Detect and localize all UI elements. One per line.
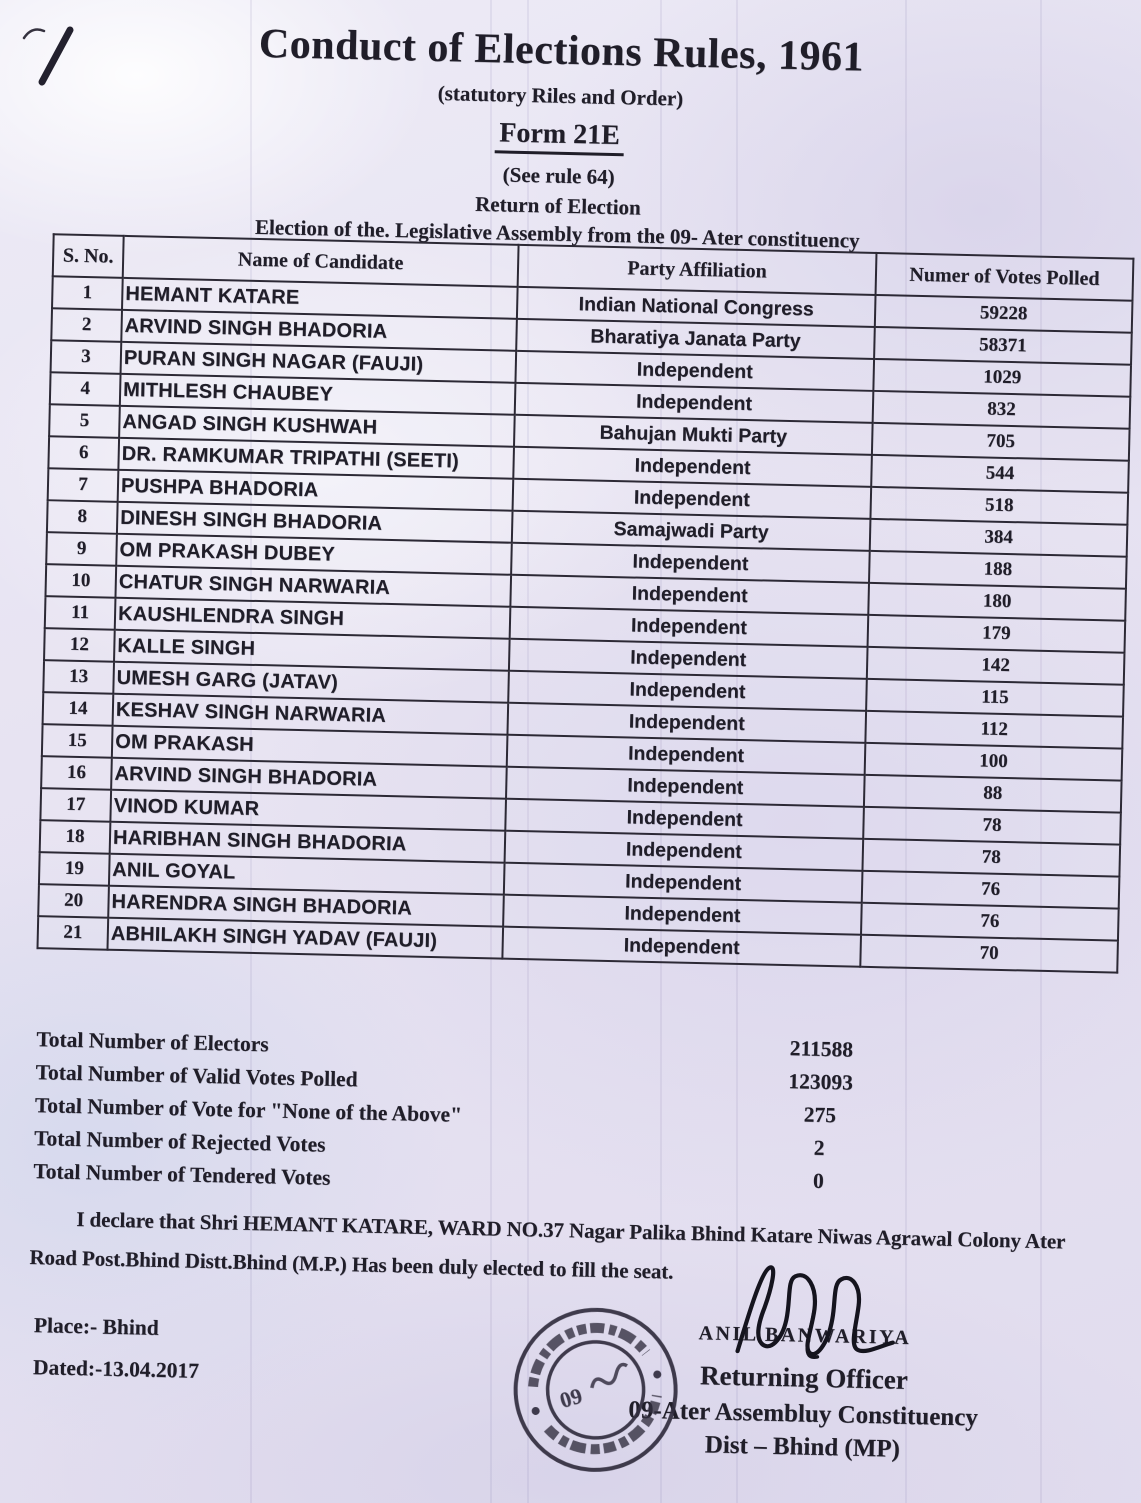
cell-serial-number: 14 [43,692,114,726]
cell-candidate-name: HARENDRA SINGH BHADORIA [108,886,504,927]
cell-votes-polled: 78 [863,807,1121,845]
cell-votes-polled: 188 [869,551,1127,589]
cell-votes-polled: 518 [870,487,1128,525]
cell-serial-number: 5 [49,404,120,438]
cell-party-affiliation: Bahujan Mukti Party [514,415,873,455]
totals-value: 123093 [788,1069,854,1095]
stamp-top-text-marks [521,1314,646,1387]
totals-value: 275 [803,1102,837,1128]
cell-candidate-name: CHATUR SINGH NARWARIA [115,566,511,607]
cell-candidate-name: KALLE SINGH [114,630,510,671]
cell-serial-number: 7 [48,468,119,502]
cell-candidate-name: ARVIND SINGH BHADORIA [121,310,517,351]
cell-votes-polled: 70 [860,935,1118,973]
cell-votes-polled: 59228 [875,295,1133,333]
cell-party-affiliation: Independent [511,543,870,583]
form-title: Form 21E [495,117,624,156]
cell-party-affiliation: Independent [508,671,867,711]
cell-party-affiliation: Samajwadi Party [512,511,871,551]
totals-value: 0 [812,1168,825,1193]
cell-serial-number: 10 [45,564,116,598]
cell-serial-number: 20 [38,884,109,918]
cell-serial-number: 17 [40,788,111,822]
cell-candidate-name: KAUSHLENDRA SINGH [115,598,511,639]
cell-serial-number: 8 [47,500,118,534]
cell-serial-number: 19 [39,852,110,886]
cell-votes-polled: 58371 [874,327,1132,365]
header-serial-number: S. No. [53,234,124,278]
signatory-name: ANIL BANWARIYA [698,1322,912,1350]
signature-mark [729,1255,907,1374]
cell-votes-polled: 179 [868,615,1126,653]
cell-party-affiliation: Independent [515,351,874,391]
cell-candidate-name: ABHILAKH SINGH YADAV (FAUJI) [107,918,503,959]
cell-votes-polled: 112 [865,711,1123,749]
cell-candidate-name: DINESH SINGH BHADORIA [117,502,513,543]
cell-votes-polled: 705 [872,423,1130,461]
cell-serial-number: 2 [51,308,122,342]
cell-serial-number: 12 [44,628,115,662]
cell-serial-number: 21 [37,916,108,950]
cell-party-affiliation: Independent [515,383,874,423]
cell-candidate-name: HEMANT KATARE [122,278,518,319]
cell-party-affiliation: Independent [505,831,864,871]
header-party-affiliation: Party Affiliation [518,245,877,295]
cell-votes-polled: 180 [868,583,1126,621]
cell-party-affiliation: Independent [504,863,863,903]
totals-label: Total Number of Valid Votes Polled [35,1060,358,1092]
page-title: Conduct of Elections Rules, 1961 [258,20,865,81]
totals-label: Total Number of Tendered Votes [33,1159,331,1190]
cell-votes-polled: 100 [865,743,1123,781]
cell-candidate-name: HARIBHAN SINGH BHADORIA [110,822,506,863]
cell-serial-number: 18 [40,820,111,854]
cell-votes-polled: 832 [873,391,1131,429]
signatory-district: Dist – Bhind (MP) [704,1431,901,1463]
results-table [36,233,1134,973]
cell-serial-number: 16 [41,756,112,790]
cell-votes-polled: 544 [871,455,1129,493]
cell-serial-number: 1 [52,276,123,310]
cell-serial-number: 6 [48,436,119,470]
cell-candidate-name: KESHAV SINGH NARWARIA [113,694,509,735]
cell-candidate-name: MITHLESH CHAUBEY [120,374,516,415]
cell-party-affiliation: Independent [513,447,872,487]
cell-candidate-name: ARVIND SINGH BHADORIA [111,758,507,799]
cell-votes-polled: 115 [866,679,1124,717]
cell-serial-number: 11 [45,596,116,630]
cell-serial-number: 3 [51,340,122,374]
pen-slash-mark [20,20,90,100]
cell-serial-number: 4 [50,372,121,406]
cell-party-affiliation: Independent [506,767,865,807]
cell-candidate-name: UMESH GARG (JATAV) [113,662,509,703]
signatory-title: Returning Officer [699,1360,909,1395]
return-of-election-label: Return of Election [474,191,642,220]
cell-candidate-name: ANGAD SINGH KUSHWAH [119,406,515,447]
header-candidate-name: Name of Candidate [123,236,519,287]
cell-votes-polled: 88 [864,775,1122,813]
totals-label: Total Number of Rejected Votes [33,1126,326,1157]
declaration-text: I declare that Shri HEMANT KATARE, WARD NO.37 Nagar Palika Bhind Katare Niwas Agrawal Colony Ater Road Post.Bhind Distt.Bhind (M.P.) Has been duly elected to fill the seat. [29,1207,1066,1284]
cell-party-affiliation: Independent [513,479,872,519]
cell-candidate-name: VINOD KUMAR [110,790,506,831]
stamp-left-dot [531,1406,541,1416]
cell-party-affiliation: Independent [510,575,869,615]
cell-party-affiliation: Independent [502,927,861,967]
totals-section [33,1027,1036,1215]
cell-party-affiliation: Independent [509,639,868,679]
results-table-body [37,276,1132,972]
cell-party-affiliation: Independent [505,799,864,839]
cell-serial-number: 15 [42,724,113,758]
cell-party-affiliation: Independent [510,607,869,647]
cell-votes-polled: 76 [862,871,1120,909]
signatory-constituency: 09-Ater Assembluy Constituency [628,1396,979,1432]
cell-party-affiliation: Independent [503,895,862,935]
cell-candidate-name: ANIL GOYAL [109,854,505,895]
official-stamp [498,1293,692,1487]
cell-votes-polled: 78 [862,839,1120,877]
totals-value: 211588 [789,1036,854,1062]
totals-label: Total Number of Vote for "None of the Above" [34,1093,463,1127]
cell-candidate-name: PURAN SINGH NAGAR (FAUJI) [121,342,517,383]
place-line: Place:- Bhind [33,1313,160,1340]
stamp-center-text-marks [588,1363,630,1388]
cell-candidate-name: OM PRAKASH DUBEY [116,534,512,575]
stamp-right-dot [652,1370,662,1380]
stamp-number: 09 [556,1382,585,1413]
cell-candidate-name: DR. RAMKUMAR TRIPATHI (SEETI) [118,438,514,479]
cell-party-affiliation: Indian National Congress [517,287,876,327]
cell-votes-polled: 384 [870,519,1128,557]
dated-line: Dated:-13.04.2017 [32,1355,200,1383]
cell-party-affiliation: Independent [507,735,866,775]
cell-serial-number: 9 [46,532,117,566]
cell-votes-polled: 1029 [873,359,1131,397]
document-header [0,14,1124,259]
cell-candidate-name: OM PRAKASH [112,726,508,767]
cell-serial-number: 13 [43,660,114,694]
totals-label: Total Number of Electors [36,1027,269,1057]
header-votes-polled: Numer of Votes Polled [876,253,1134,301]
cell-party-affiliation: Bharatiya Janata Party [516,319,875,359]
cell-candidate-name: PUSHPA BHADORIA [118,470,514,511]
totals-value: 2 [813,1135,825,1160]
page-subtitle: (statutory Riles and Order) [437,80,684,111]
rule-reference: (See rule 64) [502,162,615,189]
election-description-line: Election of the. Legislative Assembly from the 09- Ater constituency [254,214,860,253]
cell-votes-polled: 142 [867,647,1125,685]
cell-votes-polled: 76 [861,903,1119,941]
cell-party-affiliation: Independent [507,703,866,743]
